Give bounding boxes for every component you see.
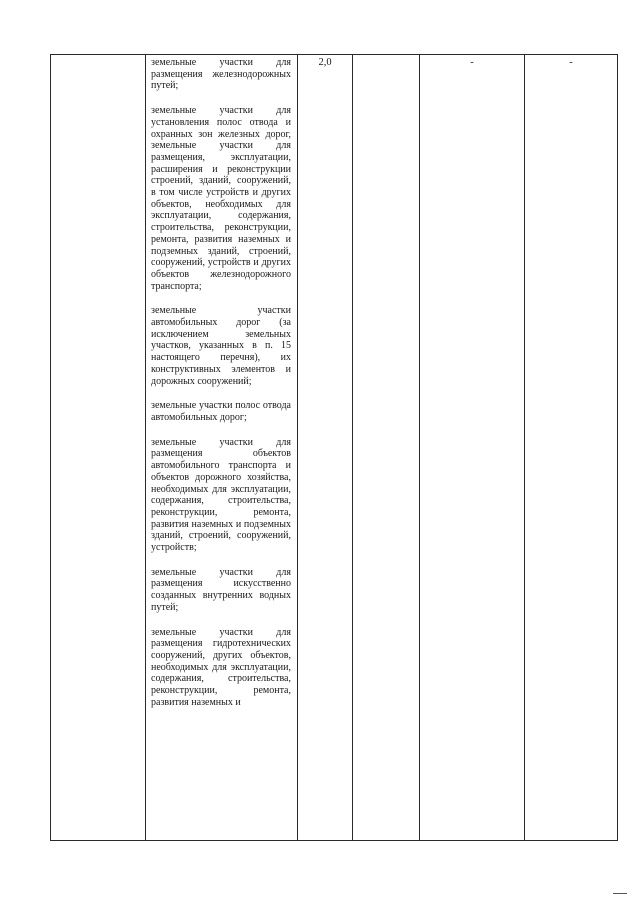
land-category-cell	[146, 55, 298, 841]
list-item-road-transport-objects: земельные участки для размещения объектов автомобильного транспорта и объектов дорожного хозяйства, необходимых для эксплуатации, содержания, строительства, реконструкции, ремонта, развития наземных и подземных зданий, строений, сооружений, устройств;	[151, 436, 291, 554]
list-item-railway-tracks: земельные участки для размещения железнодорожных путей;	[151, 57, 291, 92]
list-item-road-right-of-way: земельные участки полос отвода автомобильных дорог;	[151, 400, 291, 423]
scan-mark	[613, 893, 627, 894]
list-item-railway-right-of-way: земельные участки для установления полос отвода и охранных зон железных дорог, земельные участки для размещения, эксплуатации, расширения и реконструкции строений, зданий, сооружений, в том числе устройств и других объектов, необходимых для эксплуатации, содержания, строительства, реконструкции, ремонта, развития наземных и подземных зданий, строений, сооружений, устройств и других объектов железнодорожного транспорта;	[151, 105, 291, 292]
table-row	[51, 55, 618, 841]
tax-rate-cell: 2,0	[298, 55, 353, 841]
dash-cell: -	[420, 55, 525, 841]
land-tax-rate-table	[50, 54, 618, 841]
empty-cell	[353, 55, 420, 841]
list-item-motor-roads: земельные участки автомобильных дорог (за исключением земельных участков, указанных в п. 15 настоящего перечня), их конструктивных элементов и дорожных сооружений;	[151, 305, 291, 387]
list-item-hydraulic-structures: земельные участки для размещения гидротехнических сооружений, других объектов, необходимых для эксплуатации, содержания, строительства, реконструкции, ремонта, развития наземных и	[151, 626, 291, 708]
list-item-inland-waterways: земельные участки для размещения искусственно созданных внутренних водных путей;	[151, 566, 291, 613]
dash-cell: -	[525, 55, 618, 841]
number-cell	[51, 55, 146, 841]
